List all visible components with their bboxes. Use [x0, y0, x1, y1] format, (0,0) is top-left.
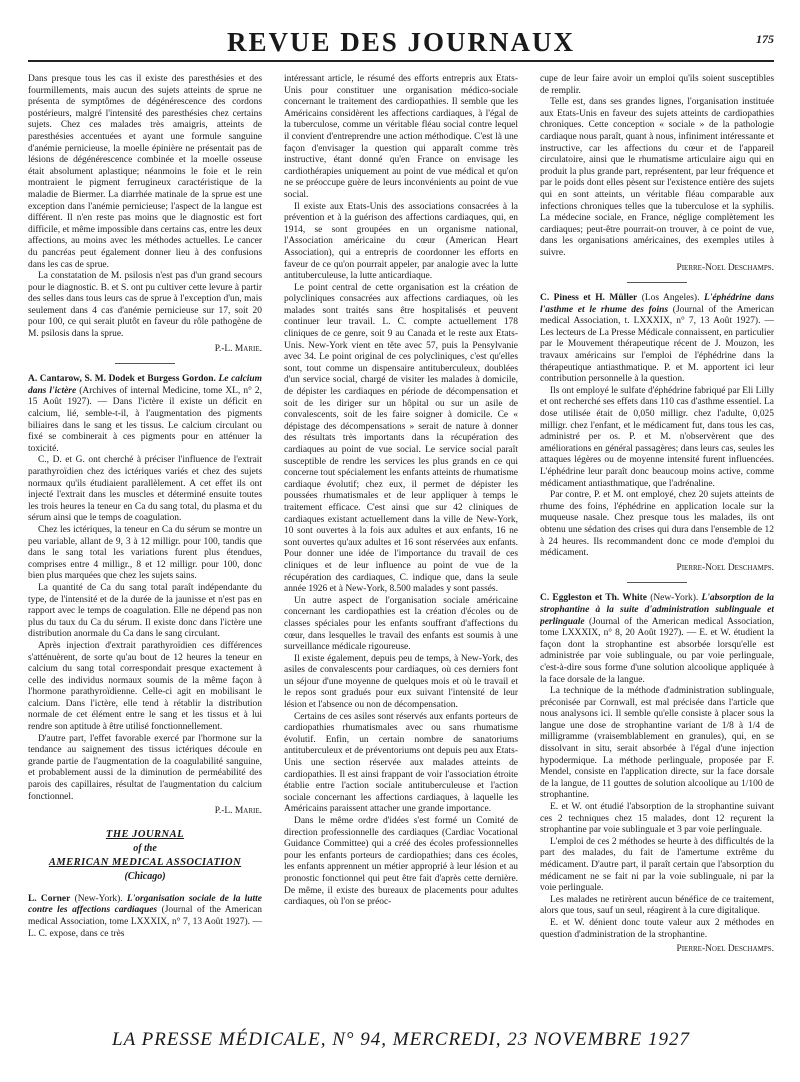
paragraph: Dans presque tous les cas il existe des paresthésies et des fourmillements, mais aucun des sujets atteints de sprue ne présenta de symptômes de dégénérescence des cordons postérieurs, malgré l'intensité des paresthésies chez certains sujets. Chez ces malades très amaigris, atteints de paresthésies accentuées et ayant une formule sanguine d'anémie pernicieuse, la moelle épinière ne présentait pas de lésions de dégénérescence combinée et la moelle osseuse était absolument aplastique; néanmoins le foie et le rein montraient le pigment ferrugineux caractéristique de la maladie de Biermer. La diarrhée matinale de la sprue est une exception dans l'anémie pernicieuse; l'aspect de la langue est différent. Il n'en reste pas moins que le diagnostic est fort difficile, et même impossible dans certains cas, entre les deux affections, au moins avec les méthodes actuelles. Le cancer du pancréas peut également donner lieu à des confusions dans les cas de sprue. — [28, 74, 262, 270]
paragraph: La technique de la méthode d'administration sublinguale, préconisée par Cornwall, est mal précisée dans l'article que nous analysons ici. Il semble qu'elle consiste à placer sous la langue une dose de strophantine variant de 1/8 à 1/4 de milligramme (vraisemblablement en granules), qui, en se dissolvant in situ, serait absorbée à l'égal d'une injection hypodermique. La méthode perlinguale, proposée par F. Mendel, consiste en l'application directe, sur la face dorsale de la langue, de 11 gouttes de solution alcoolique au 1/100 de strophantine. — [540, 686, 774, 801]
signature: Pierre-Noel Deschamps. — [676, 562, 774, 573]
article-place: (New-York). — [650, 593, 699, 604]
paragraph: Après injection d'extrait parathyroïdien ces différences s'atténuèrent, de sorte qu'au bout de 12 heures la teneur en calcium du sang total correspondait presque exactement à celle des individus normaux soumis de la même façon à l'hormone parathyroïdienne. Celle-ci agit en mobilisant le calcium. Dans l'ictère, elle tend à rétablir la distribution normale de cet élément entre le sang et les tissus et à lui rendre son aptitude à être utilisé fonctionnellement. — [28, 640, 262, 733]
paragraph: Il existe aux Etats-Unis des associations consacrées à la prévention et à la guérison des affections cardiaques, qui, en 1914, se sont groupées en un organisme national, l'Association américaine du cœur (American Heart Association), qui a entrepris de coordonner les efforts en faveur de ce qu'on pourrait appeler, par analogie avec la lutte antituberculeuse, la lutte anticardiaque. — [284, 201, 518, 282]
article-entry — [28, 894, 262, 940]
signature: Pierre-Noel Deschamps. — [676, 262, 774, 273]
article-entry — [28, 374, 262, 455]
separator-rule — [115, 363, 175, 364]
article-entry — [540, 593, 774, 686]
paragraph: Il existe également, depuis peu de temps, à New-York, des asiles de convalescents pour cardiaques, où ces derniers font un séjour d'une moyenne de quelques mois et où le travail et le repos sont gradués pour eux suivant l'intensité de leur lésion et l'absence ou non de décompensation. — [284, 653, 518, 711]
paragraph: Le point central de cette organisation est la création de polycliniques consacrées aux affections cardiaques, où les malades sont traités sans être hospitalisés et peuvent continuer leur travail. L. C. compte actuellement 178 cliniques de ce genre, soit 9 au Canada et le reste aux Etats-Unis. New-York vient en tête avec 57, puis la Pensylvanie avec 34. Le point original de ces polycliniques, c'est qu'elles sont, tout comme un dispensaire antituberculeux, doublées d'un service social, chargé de visiter les malades à domicile, de dépister les cardiaques en période de décompensation et soit de les diriger sur un hôpital ou sur un asile de convalescents, soit de les faire soigner à domicile. Ce « dépistage des décompensations » serait de nature à donner des résultats très importants dans la récupération des cardiaques au point de vue social. Le service social paraît susceptible de rendre les services les plus grands en ce qui concerne tout spécialement les enfants atteints de rhumatisme cardiaque évolutif; chez eux, il permet de dépister les poussées rhumatismales et de leur appliquer à temps le traitement efficace. C'est ainsi que sur 42 cliniques de cardiaques existant actuellement dans la ville de New-York, 10 sont ouvertes à la fois aux adultes et aux enfants, 16 ne sont ouvertes qu'aux adultes et 16 sont réservées aux enfants. Pour donner une idée de l'importance du travail de ces cliniques et de leur influence au point de vue de la récupération des cardiaques, C. indique que, dans la seule année 1926 et à New-York, 8.500 malades y sont passés. — [284, 282, 518, 595]
article-reference: (Journal of the American medical Association, tome LXXXIX, n° 7, 13 Août 1927). — L. C. expose, dans ce très — [28, 905, 262, 939]
section-title: REVUE DES JOURNAUX — [226, 27, 576, 57]
article-authors: C. Eggleston et Th. White — [540, 593, 647, 604]
article-entry — [540, 293, 774, 386]
column-middle — [284, 74, 518, 1036]
article-authors: L. Corner — [28, 893, 71, 904]
paragraph: L'emploi de ces 2 méthodes se heurte à des difficultés de la part des malades, du fait de l'amertume extrême du médicament. D'autre part, il paraît certain que l'absorption du médicament ne se fait ni par la voie sublinguale, ni par la voie perlinguale. — [540, 836, 774, 894]
paragraph: Les malades ne retirèrent aucun bénéfice de ce traitement, alors que tous, sauf un seul, réagirent à la cure digitalique. — [540, 894, 774, 917]
paragraph: La constatation de M. psilosis n'est pas d'un grand secours pour le diagnostic. B. et S. ont pu cultiver cette levure à partir des selles dans tous leurs cas de sprue à l'exception d'un, mais seulement dans 4 cas d'anémie pernicieuse sur 17, soit 20 pour 100, ce qui serait plutôt en faveur du rôle pathogène de M. psilosis dans la sprue. — [28, 271, 262, 340]
journal-heading-line: AMERICAN MEDICAL ASSOCIATION — [48, 856, 242, 868]
signature: P.-L. Marie. — [214, 806, 262, 817]
journal-page — [28, 26, 774, 1060]
article-authors: A. Cantarow, S. M. Dodek et Burgess Gordon. — [28, 374, 216, 385]
paragraph: Ils ont employé le sulfate d'éphédrine fabriqué par Eli Lilly et ont recherché ses effets dans 110 cas d'asthme essentiel. La dose utilisée était de 0,050 milligr. chez l'adulte, 0,025 milligr. chez l'enfant, et le médicament fut, dans tous les cas, administré per os. P. et M. n'observèrent que des améliorations en général passagères; dans leurs cas, seules les attaques légères ou de moyenne intensité furent influencées. L'éphédrine leur paraît donc beaucoup moins active, comme médicament antiasthmatique, que l'adrénaline. — [540, 385, 774, 489]
article-authors: C. Piness et H. Müller — [540, 293, 638, 304]
journal-heading-line: THE JOURNAL — [105, 828, 185, 840]
header-rule — [28, 60, 774, 62]
article-reference: (Journal of the American medical Association, tome LXXXIX, n° 8, 20 Août 1927). — E. et W. étudient la façon dont la strophantine est absorbée lorsqu'elle est administrée par voie sublinguale, ou par voie perlinguale, c'est-à-dire sous forme d'une solution alcoolique appliquée à la face dorsale de la langue. — [540, 616, 774, 685]
separator-rule — [627, 282, 687, 283]
article-title: Le calcium dans l'ictère — [28, 374, 262, 396]
separator-rule — [627, 582, 687, 583]
paragraph: cupe de leur faire avoir un emploi qu'ils soient susceptibles de remplir. — [540, 74, 774, 96]
paragraph: La quantité de Ca du sang total paraît indépendante du type, de l'intensité et de la durée de la jaunisse et n'est pas en rapport avec le temps de coagulation. Elle ne dépend pas non plus du taux du Ca du sérum. Il existe donc dans l'ictère une distribution anormale du Ca dans le sang circulant. — [28, 582, 262, 640]
article-reference: (Journal of the American medical Association, t. LXXXIX, n° 7, 13 Août 1927). — Les lecteurs de La Presse Médicale connaissent, en particulier par le Mouvement thérapeutique récent de J. Mouzon, les travaux américains sur l'emploi de l'éphédrine dans la thérapeutique antiasthmatique. P. et M. apportent ici leur contribution personnelle à la question. — [540, 304, 774, 385]
paragraph: Telle est, dans ses grandes lignes, l'organisation instituée aux Etats-Unis en faveur des sujets atteints de cardiopathies chroniques. Cette conception « sociale » de la pathologie cardiaque nous paraît, quant à nous, infiniment intéressante et instructive, car les affections du cœur et de l'appareil circulatoire, ainsi que le rhumatisme articulaire aigu qui en produit la plus grande part, représentent, par leur fréquence et par le poids dont elles pèsent sur l'existence entière des sujets qui en sont atteints, un véritable fléau comparable aux infections chroniques telles que la tuberculose et la syphilis. La médecine sociale, en France, néglige complètement les cardiaques; peut-être pourrait-on trouver, à ce point de vue, dans les organisations américaines, des exemples utiles à suivre. — [540, 97, 774, 258]
article-reference: (Archives of internal Medicine, tome XL, n° 2, 15 Août 1927). — Dans l'ictère il existe un déficit en calcium, lié, semble-t-il, à l'augmentation des pigments biliaires dans le sang et les tissus. Le calcium circulant ou fixé se combinerait à ces pigments pour en atténuer la toxicité. — [28, 385, 262, 454]
article-title: L'organisation sociale de la lutte contre les affections cardiaques — [28, 893, 262, 916]
column-right — [540, 74, 774, 1036]
paragraph: E. et W. ont étudié l'absorption de la strophantine suivant ces 2 techniques chez 15 malades, dont 12 reçurent la strophantine par voie sublinguale et 3 par voie perlinguale. — [540, 802, 774, 836]
paragraph: Certains de ces asiles sont réservés aux enfants porteurs de cardiopathies rhumatismales avec ou sans rhumatisme évolutif. Enfin, un certain nombre de sanatoriums antituberculeux et de préventoriums ont depuis peu aux Etats-Unis une section réservée aux malades atteints de cardiopathies. Il est ainsi frappant de voir l'association étroite établie entre l'action sociale antituberculeuse et l'action sociale concernant les affections cardiaques, à laquelle les Américains paraissent attacher une grande importance. — [284, 711, 518, 815]
paragraph: Par contre, P. et M. ont employé, chez 20 sujets atteints de rhume des foins, l'éphédrine en application locale sur la muqueuse nasale. Chez presque tous les malades, ils ont obtenu une sédation des crises qui dura dans l'ensemble de 12 à 24 heures. Ils recommandent donc ce mode d'emploi du médicament. — [540, 490, 774, 559]
journal-heading-line: (Chicago) — [124, 870, 166, 882]
running-header — [28, 26, 774, 62]
running-footer: LA PRESSE MÉDICALE, N° 94, MERCREDI, 23 NOVEMBRE 1927 — [112, 1029, 690, 1050]
paragraph: D'autre part, l'effet favorable exercé par l'hormone sur la tendance au saignement des tissus ictériques découle en grande partie de l'augmentation de la coagulabilité sanguine, et probablement aussi de la diminution de perméabilité des parois des capillaires, résultat de l'augmentation du calcium fonctionnel. — [28, 733, 262, 802]
article-title: L'éphédrine dans l'asthme et le rhume des foins — [540, 293, 774, 315]
article-place: (Los Angeles). — [641, 293, 700, 304]
signature: Pierre-Noel Deschamps. — [676, 944, 774, 955]
journal-heading-line: of the — [133, 842, 157, 854]
signature: P.-L. Marie. — [214, 343, 262, 354]
paragraph: Un autre aspect de l'organisation sociale américaine concernant les cardiopathies est la création d'écoles ou de classes spéciales pour les enfants souffrant d'affections du cœur, dans lesquelles le travail des enfants est soumis à une surveillance médicale rigoureuse. — [284, 595, 518, 653]
paragraph: C., D. et G. ont cherché à préciser l'influence de l'extrait parathyroïdien chez des ictériques variés et chez des sujets normaux qu'ils étudiaient parallèlement. A cet effet ils ont injecté l'extrait dans les muscles et déterminé ensuite toutes les trois heures la teneur en Ca du sang total, du plasma et du sérum ainsi que le temps de coagulation. — [28, 455, 262, 524]
article-place: (New-York). — [74, 893, 123, 904]
paragraph: Dans le même ordre d'idées s'est formé un Comité de direction professionnelle des cardiaques (Cardiac Vocational Guidance Committee) qui a créé des écoles professionnelles pour les enfants porteurs de cardiopathies; dans ces écoles, les enfants apprennent un métier approprié à leur lésion et au pronostic fonctionnel qui peut être fait d'après cette dernière. De même, il existe des bureaux de placements pour adultes cardiaques, où l'on se préoc- — [284, 816, 518, 908]
journal-heading — [28, 828, 262, 884]
paragraph: E. et W. dénient donc toute valeur aux 2 méthodes en question d'administration de la strophantine. — [540, 917, 774, 940]
page-number: 175 — [756, 32, 774, 46]
paragraph: Chez les ictériques, la teneur en Ca du sérum se montre un peu variable, allant de 9, 3 à 12 milligr. pour 100, tandis que dans le sang total les variations furent plus étendues, comprises entre 4 milligr., 8 et 12 milligr. pour 100, donc bien plus marquées que chez les sujets sains. — [28, 524, 262, 582]
article-title: L'absorption de la strophantine à la suite d'administration sublinguale et perlinguale — [540, 593, 774, 627]
column-left — [28, 74, 262, 1036]
paragraph: intéressant article, le résumé des efforts entrepris aux Etats-Unis pour constituer une organisation médico-sociale concernant le traitement des cardiopathies. Il semble que les Américains considèrent les affections cardiaques, à l'égal de la tuberculose, comme un véritable fléau social contre lequel il convient d'entreprendre une action méthodique. C'est là une façon d'envisager la question qui apparaît comme très instructive, étant donné qu'en France on envisage les cardiothérapies uniquement au point de vue médical et qu'on ne se préoccupe guère de leurs inconvénients au point de vue social. — [284, 74, 518, 200]
